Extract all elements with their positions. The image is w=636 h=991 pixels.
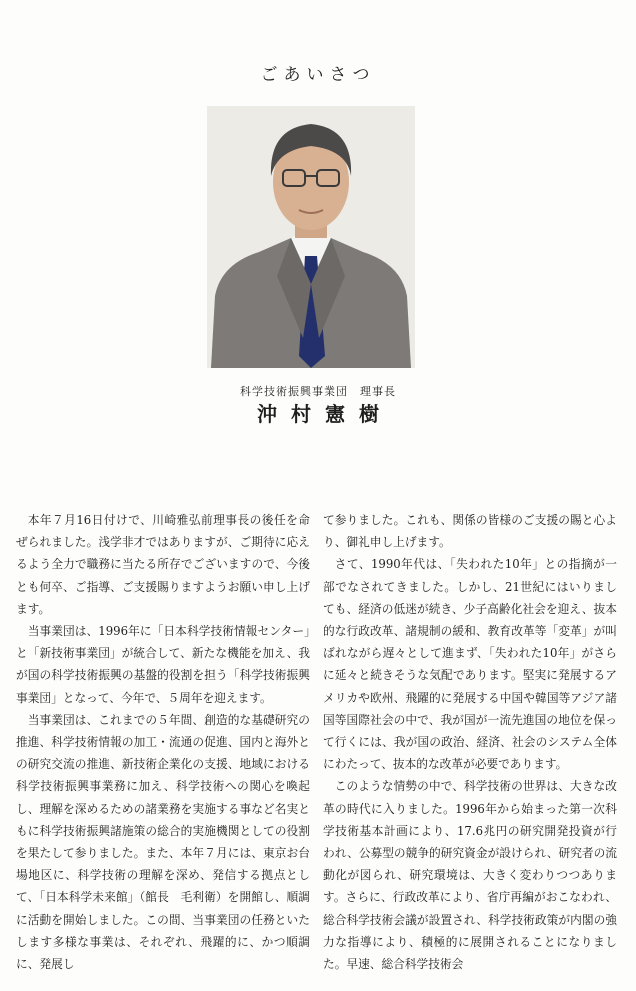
caption-name: 沖村憲樹 — [257, 402, 393, 426]
paragraph: 当事業団は、1996年に「日本科学技術情報センター」と「新技術事業団」が統合して、新たな機能を加え、我が国の科学技術振興の基盤的役割を担う「科学技術振興事業団」となって、今年で、５周年を迎えます。 — [16, 624, 310, 705]
caption-role: 科学技術振興事業団 理事長 — [240, 385, 396, 398]
paragraph: 当事業団は、これまでの５年間、創造的な基礎研究の推進、科学技術情報の加工・流通の促進、国内と海外との研究交流の推進、新技術企業化の支援、地域における科学技術振興事業務に加え、科学技術への関心を喚起し、理解を深めるための諸業務を実施する事など名実ともに科学技術振興諸施策の総合的実施機関としての役割を果たして参りました。また、本年７月には、東京お台場地区に、科学技術の理解を深め、発信する拠点として、「日本科学未来館」（館長 毛利衛）を開館し、順調に活動を開始しました。この間、当事業団の任務といたします多様な事業は、それぞれ、飛躍的に、かつ順調に、発展し — [16, 712, 310, 972]
body-column-right — [323, 509, 617, 975]
paragraph: このような情勢の中で、科学技術の世界は、大きな改革の時代に入りました。1996年から始まった第一次科学技術基本計画により、17.6兆円の研究開発投資が行われ、公募型の競争的研究資金が設けられ、研究者の流動化が図られ、研究環境は、大きく変わりつつあります。さらに、行政改革により、省庁再編がおこなわれ、総合科学技術会議が設置され、科学技術政策が内閣の強力な指導により、積極的に展開されることになりました。早速、総合科学技術会 — [323, 779, 617, 972]
portrait-photo — [207, 106, 415, 368]
person-portrait-icon — [207, 106, 415, 368]
paragraph: さて、1990年代は、「失われた10年」との指摘が一部でなされてきました。しかし、21世紀にはいりましても、経済の低迷が続き、少子高齢化社会を迎え、抜本的な行政改革、諸規制の緩和、教育改革等「変革」が叫ばれながら遅々として進まず、「失われた10年」がさらに延々と続きそうな気配であります。堅実に発展するアメリカや欧州、飛躍的に発展する中国や韓国等アジア諸国等国際社会の中で、我が国が一流先進国の地位を保って行くには、我が国の政治、経済、社会のシステム全体にわたって、抜本的な改革が必要であります。 — [323, 557, 617, 772]
paragraph: 本年７月16日付けで、川崎雅弘前理事長の後任を命ぜられました。浅学非才ではありますが、ご期待に応えるよう全力で職務に当たる所存でございますので、今後とも何卒、ご指導、ご支援賜りますようお願い申し上げます。 — [16, 513, 310, 616]
page-title: ごあいさつ — [260, 65, 376, 85]
body-column-left — [16, 509, 310, 975]
paragraph: て参りました。これも、関係の皆様のご支援の賜と心より、御礼申し上げます。 — [323, 513, 617, 550]
